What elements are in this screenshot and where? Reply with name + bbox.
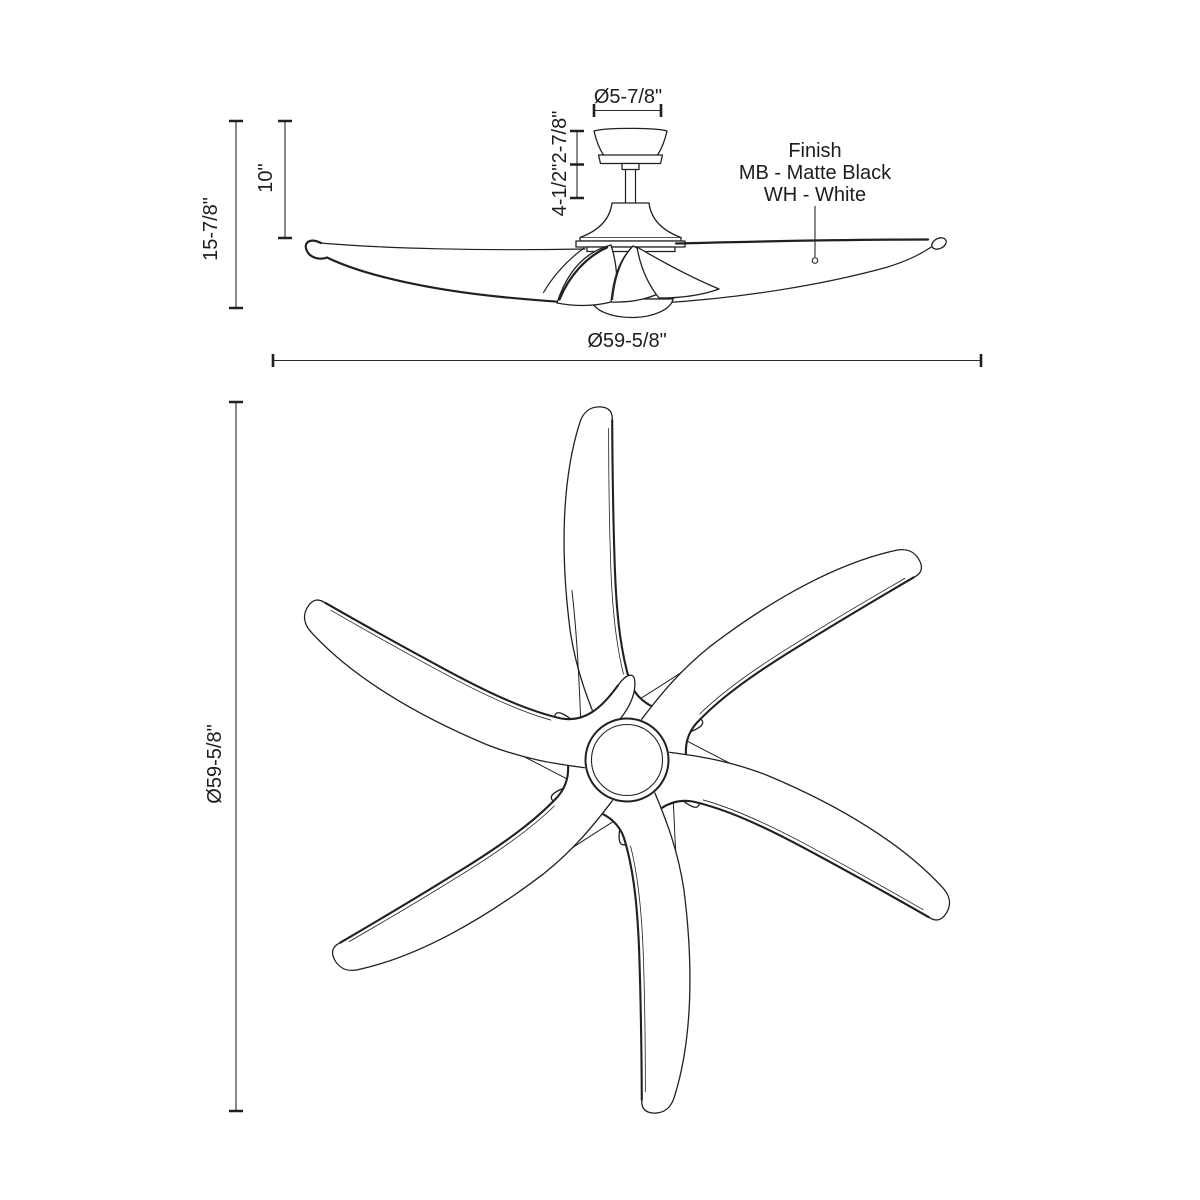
dim-sweep-diameter-side-label: Ø59-5/8"	[587, 330, 667, 352]
dim-motor-drop	[255, 121, 292, 238]
dim-canopy-and-downrod	[549, 111, 584, 217]
canopy	[594, 128, 667, 163]
dim-canopy-diameter-label: Ø5-7/8"	[593, 86, 663, 108]
dim-sweep-diameter-bottom	[204, 402, 243, 1111]
side-view	[200, 86, 981, 367]
dim-overall-height	[200, 121, 243, 308]
downrod	[622, 164, 639, 204]
finish-annotation	[739, 140, 892, 263]
dim-canopy-height-label: 2-7/8"	[549, 110, 571, 164]
dim-motor-drop-label: 10"	[255, 163, 277, 193]
dim-overall-height-label: 15-7/8"	[200, 197, 222, 261]
dim-sweep-diameter-bottom-label: Ø59-5/8"	[204, 724, 226, 804]
dim-downrod-length-label: 4-1/2"	[549, 163, 571, 217]
dim-canopy-diameter	[594, 86, 662, 117]
motor-housing	[576, 203, 685, 252]
center-petals	[544, 245, 720, 306]
finish-option-mb: MB - Matte Black	[738, 162, 892, 184]
finish-title: Finish	[788, 140, 842, 162]
finish-option-wh: WH - White	[763, 184, 867, 206]
dim-sweep-diameter-side	[273, 330, 981, 367]
bottom-view	[204, 387, 1015, 1133]
fan-hub	[586, 719, 669, 802]
blade-tip-winglet	[930, 236, 948, 252]
leader-line	[812, 206, 818, 263]
